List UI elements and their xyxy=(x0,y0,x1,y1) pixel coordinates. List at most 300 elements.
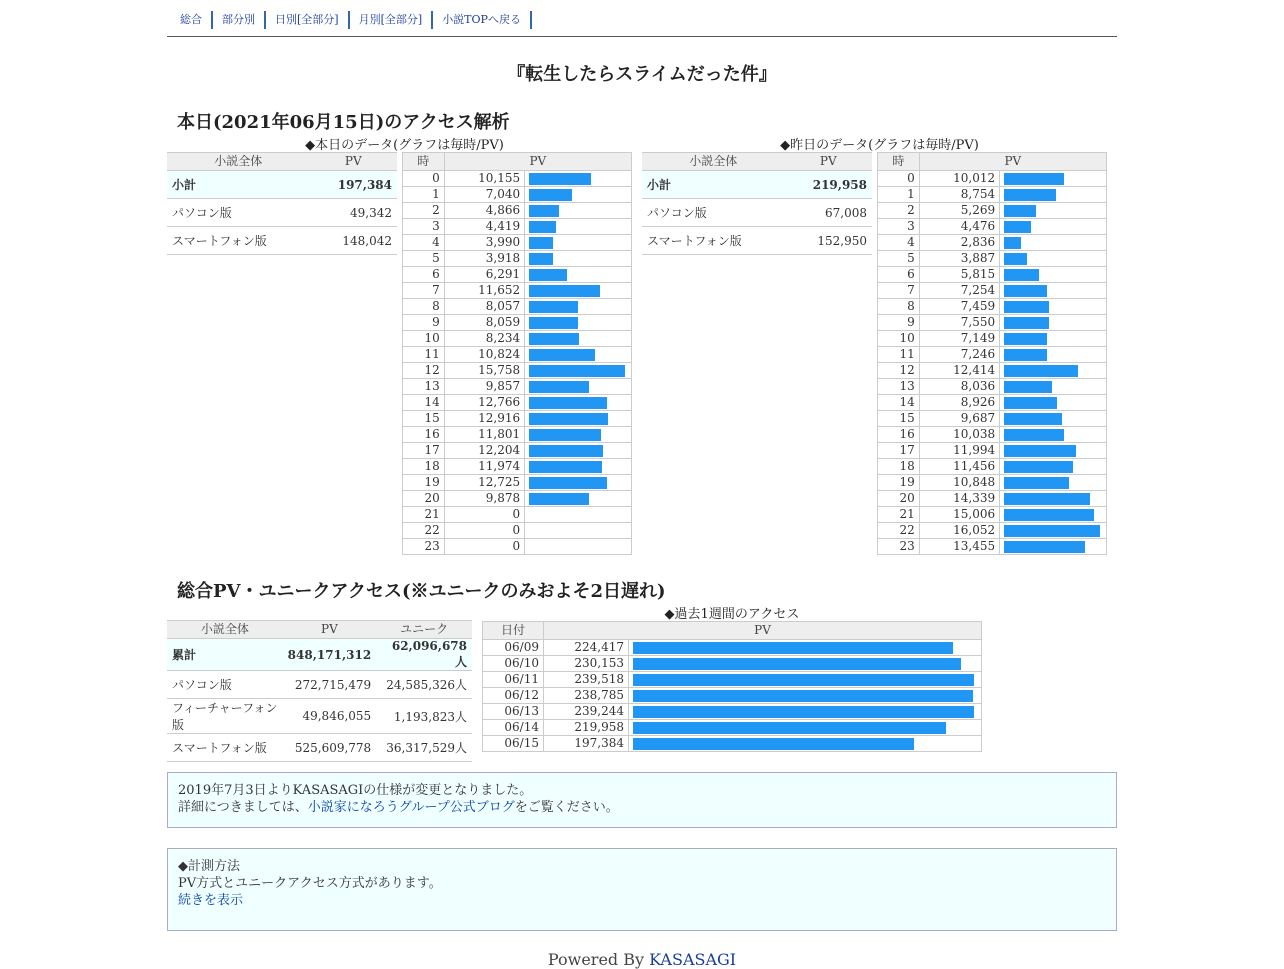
bar-cell xyxy=(1000,219,1107,235)
column-header: PV xyxy=(919,153,1106,171)
bar-cell xyxy=(1000,363,1107,379)
column-header: 小説全体 xyxy=(167,621,283,639)
bar-cell xyxy=(525,267,632,283)
pv-cell: 14,339 xyxy=(919,491,999,507)
pv-cell: 0 xyxy=(444,507,524,523)
pv-cell: 3,887 xyxy=(919,251,999,267)
pv-bar xyxy=(1004,205,1036,217)
nav-item xyxy=(171,11,213,29)
total-pv: 525,609,778 xyxy=(283,734,377,762)
hour-cell: 22 xyxy=(878,523,920,539)
hourly-row xyxy=(878,283,1107,299)
hour-cell: 2 xyxy=(403,203,445,219)
week-table xyxy=(482,621,982,752)
summary-row xyxy=(642,171,872,199)
pv-bar xyxy=(1004,381,1052,393)
bar-cell xyxy=(525,363,632,379)
official-blog-link[interactable]: 小説家になろうグループ公式ブログ xyxy=(307,800,515,815)
hour-cell: 20 xyxy=(403,491,445,507)
pv-cell: 11,994 xyxy=(919,443,999,459)
hourly-row xyxy=(878,443,1107,459)
hourly-row xyxy=(878,475,1107,491)
pv-bar xyxy=(529,381,589,393)
column-header: PV xyxy=(785,153,872,171)
total-unique: 1,193,823人 xyxy=(376,699,472,734)
hourly-row xyxy=(403,475,632,491)
nav-link-3[interactable]: 月別[全部分] xyxy=(358,13,423,26)
hour-cell: 7 xyxy=(403,283,445,299)
pv-cell: 12,204 xyxy=(444,443,524,459)
pv-cell: 7,246 xyxy=(919,347,999,363)
summary-label: 小計 xyxy=(642,171,785,199)
pv-bar xyxy=(1004,413,1062,425)
pv-cell: 8,036 xyxy=(919,379,999,395)
bar-cell xyxy=(525,379,632,395)
pv-bar xyxy=(1004,333,1047,345)
week-row xyxy=(483,720,982,736)
hourly-header-row xyxy=(403,153,632,171)
pv-bar xyxy=(1004,493,1090,505)
hourly-row xyxy=(878,331,1107,347)
hour-cell: 23 xyxy=(878,539,920,555)
hour-cell: 11 xyxy=(878,347,920,363)
bar-cell xyxy=(525,507,632,523)
yesterday-summary-table xyxy=(642,152,872,255)
pv-cell: 13,455 xyxy=(919,539,999,555)
pv-cell: 224,417 xyxy=(544,640,629,656)
pv-cell: 10,848 xyxy=(919,475,999,491)
hour-cell: 7 xyxy=(878,283,920,299)
pv-bar xyxy=(529,301,578,313)
column-header: 小説全体 xyxy=(167,153,310,171)
bar-cell xyxy=(1000,411,1107,427)
pv-cell: 7,040 xyxy=(444,187,524,203)
hourly-row xyxy=(403,219,632,235)
pv-bar xyxy=(1004,253,1027,265)
pv-cell: 11,652 xyxy=(444,283,524,299)
hourly-row xyxy=(878,427,1107,443)
notice-line2-post: をご覧ください。 xyxy=(514,800,619,815)
pv-bar xyxy=(633,706,974,718)
nav-link-2[interactable]: 日別[全部分] xyxy=(275,13,339,26)
pv-cell: 219,958 xyxy=(544,720,629,736)
pv-cell: 11,974 xyxy=(444,459,524,475)
hourly-row xyxy=(878,379,1107,395)
bar-cell xyxy=(1000,315,1107,331)
measurement-body: PV方式とユニークアクセス方式があります。 xyxy=(178,876,442,891)
measurement-notice xyxy=(167,848,1117,931)
pv-cell: 8,926 xyxy=(919,395,999,411)
hour-cell: 14 xyxy=(878,395,920,411)
pv-bar xyxy=(1004,189,1056,201)
hour-cell: 20 xyxy=(878,491,920,507)
bar-cell xyxy=(525,539,632,555)
pv-cell: 9,857 xyxy=(444,379,524,395)
pv-cell: 238,785 xyxy=(544,688,629,704)
date-cell: 06/13 xyxy=(483,704,544,720)
pv-cell: 15,758 xyxy=(444,363,524,379)
hour-cell: 2 xyxy=(878,203,920,219)
hourly-row xyxy=(403,251,632,267)
hour-cell: 9 xyxy=(403,315,445,331)
hour-cell: 0 xyxy=(878,171,920,187)
yesterday-hourly-table xyxy=(877,152,1107,555)
week-row xyxy=(483,640,982,656)
hourly-row xyxy=(403,331,632,347)
hour-cell: 15 xyxy=(878,411,920,427)
hour-cell: 23 xyxy=(403,539,445,555)
bar-cell xyxy=(1000,203,1107,219)
total-label: フィーチャーフォン版 xyxy=(167,699,283,734)
pv-cell: 4,419 xyxy=(444,219,524,235)
notice-line2 xyxy=(178,799,1106,816)
column-header: PV xyxy=(310,153,397,171)
pv-bar xyxy=(1004,221,1031,233)
hourly-row xyxy=(878,491,1107,507)
pv-bar xyxy=(529,365,625,377)
pv-cell: 197,384 xyxy=(544,736,629,752)
pv-bar xyxy=(1004,477,1069,489)
summary-value: 148,042 xyxy=(310,227,397,255)
hourly-row xyxy=(403,379,632,395)
pv-cell: 8,234 xyxy=(444,331,524,347)
bar-cell xyxy=(525,315,632,331)
week-row xyxy=(483,688,982,704)
hour-cell: 5 xyxy=(403,251,445,267)
nav-link-1[interactable]: 部分別 xyxy=(222,13,255,26)
total-pv: 272,715,479 xyxy=(283,671,377,699)
bar-cell xyxy=(1000,539,1107,555)
hourly-row xyxy=(878,459,1107,475)
footer xyxy=(167,950,1117,969)
pv-bar xyxy=(529,237,553,249)
bar-cell xyxy=(1000,171,1107,187)
hourly-row xyxy=(403,235,632,251)
pv-cell: 3,990 xyxy=(444,235,524,251)
bar-cell xyxy=(525,331,632,347)
date-cell: 06/14 xyxy=(483,720,544,736)
bar-cell xyxy=(629,672,982,688)
hourly-row xyxy=(878,171,1107,187)
pv-bar xyxy=(529,173,591,185)
hourly-row xyxy=(403,203,632,219)
hourly-row xyxy=(403,267,632,283)
pv-cell: 8,057 xyxy=(444,299,524,315)
top-nav xyxy=(167,0,1117,37)
pv-bar xyxy=(529,413,608,425)
bar-cell xyxy=(525,475,632,491)
summary-header-row xyxy=(167,153,397,171)
bar-cell xyxy=(1000,299,1107,315)
total-row xyxy=(167,639,472,671)
bar-cell xyxy=(525,427,632,443)
today-heading: 本日(2021年06月15日)のアクセス解析 xyxy=(177,112,510,133)
show-more-link[interactable]: 続きを表示 xyxy=(178,893,244,908)
pv-cell: 4,866 xyxy=(444,203,524,219)
date-cell: 06/10 xyxy=(483,656,544,672)
pv-bar xyxy=(1004,461,1073,473)
pv-cell: 0 xyxy=(444,523,524,539)
summary-value: 219,958 xyxy=(785,171,872,199)
summary-header-row xyxy=(642,153,872,171)
pv-cell: 9,878 xyxy=(444,491,524,507)
nav-item xyxy=(213,11,266,29)
hourly-row xyxy=(878,299,1107,315)
hourly-row xyxy=(403,443,632,459)
hour-cell: 8 xyxy=(878,299,920,315)
hour-cell: 21 xyxy=(878,507,920,523)
week-row xyxy=(483,656,982,672)
column-header: PV xyxy=(444,153,631,171)
summary-label: 小計 xyxy=(167,171,310,199)
pv-bar xyxy=(1004,317,1049,329)
column-header: 時 xyxy=(403,153,445,171)
hour-cell: 5 xyxy=(878,251,920,267)
summary-value: 49,342 xyxy=(310,199,397,227)
bar-cell xyxy=(525,251,632,267)
week-caption: ◆過去1週間のアクセス xyxy=(664,607,800,622)
pv-bar xyxy=(1004,365,1078,377)
column-header: 小説全体 xyxy=(642,153,785,171)
pv-bar xyxy=(529,477,607,489)
bar-cell xyxy=(1000,187,1107,203)
hour-cell: 13 xyxy=(403,379,445,395)
summary-label: パソコン版 xyxy=(167,199,310,227)
hour-cell: 1 xyxy=(878,187,920,203)
pv-bar xyxy=(1004,525,1100,537)
hour-cell: 13 xyxy=(878,379,920,395)
hourly-row xyxy=(403,539,632,555)
hourly-row xyxy=(878,347,1107,363)
hourly-row xyxy=(878,203,1107,219)
bar-cell xyxy=(629,656,982,672)
total-row xyxy=(167,699,472,734)
hourly-row xyxy=(878,411,1107,427)
hour-cell: 8 xyxy=(403,299,445,315)
hour-cell: 18 xyxy=(403,459,445,475)
pv-bar xyxy=(633,722,946,734)
hourly-row xyxy=(403,283,632,299)
pv-bar xyxy=(529,333,579,345)
pv-cell: 9,687 xyxy=(919,411,999,427)
hourly-row xyxy=(403,411,632,427)
pv-bar xyxy=(633,738,914,750)
hourly-row xyxy=(878,363,1107,379)
bar-cell xyxy=(525,347,632,363)
pv-bar xyxy=(1004,445,1076,457)
hourly-row xyxy=(403,171,632,187)
total-heading: 総合PV・ユニークアクセス(※ユニークのみおよそ2日遅れ) xyxy=(177,581,666,602)
today-caption: ◆本日のデータ(グラフは毎時/PV) xyxy=(305,138,504,153)
bar-cell xyxy=(629,688,982,704)
bar-cell xyxy=(525,443,632,459)
pv-cell: 15,006 xyxy=(919,507,999,523)
total-label: パソコン版 xyxy=(167,671,283,699)
bar-cell xyxy=(1000,331,1107,347)
hour-cell: 19 xyxy=(878,475,920,491)
pv-cell: 12,916 xyxy=(444,411,524,427)
bar-cell xyxy=(1000,475,1107,491)
spec-change-notice xyxy=(167,772,1117,828)
bar-cell xyxy=(629,704,982,720)
hour-cell: 15 xyxy=(403,411,445,427)
pv-bar xyxy=(1004,429,1064,441)
pv-bar xyxy=(1004,349,1047,361)
pv-cell: 230,153 xyxy=(544,656,629,672)
pv-cell: 5,269 xyxy=(919,203,999,219)
pv-cell: 10,155 xyxy=(444,171,524,187)
column-header: 時 xyxy=(878,153,920,171)
pv-bar xyxy=(529,349,595,361)
hourly-row xyxy=(403,187,632,203)
bar-cell xyxy=(525,187,632,203)
hourly-row xyxy=(878,219,1107,235)
today-hourly-table xyxy=(402,152,632,555)
pv-cell: 7,149 xyxy=(919,331,999,347)
week-row xyxy=(483,704,982,720)
bar-cell xyxy=(629,736,982,752)
bar-cell xyxy=(629,640,982,656)
hour-cell: 1 xyxy=(403,187,445,203)
pv-cell: 0 xyxy=(444,539,524,555)
total-label: 累計 xyxy=(167,639,283,671)
summary-row xyxy=(642,227,872,255)
pv-bar xyxy=(529,269,567,281)
hourly-row xyxy=(878,539,1107,555)
summary-label: スマートフォン版 xyxy=(167,227,310,255)
yesterday-caption: ◆昨日のデータ(グラフは毎時/PV) xyxy=(780,138,979,153)
bar-cell xyxy=(525,283,632,299)
hourly-row xyxy=(878,235,1107,251)
nav-item xyxy=(266,11,350,29)
pv-cell: 2,836 xyxy=(919,235,999,251)
total-table xyxy=(167,620,472,762)
hour-cell: 12 xyxy=(878,363,920,379)
pv-cell: 5,815 xyxy=(919,267,999,283)
pv-cell: 8,059 xyxy=(444,315,524,331)
column-header: 日付 xyxy=(483,622,544,640)
hourly-row xyxy=(403,507,632,523)
bar-cell xyxy=(525,299,632,315)
date-cell: 06/12 xyxy=(483,688,544,704)
date-cell: 06/15 xyxy=(483,736,544,752)
hour-cell: 3 xyxy=(403,219,445,235)
bar-cell xyxy=(525,395,632,411)
hourly-row xyxy=(403,315,632,331)
bar-cell xyxy=(1000,267,1107,283)
hour-cell: 19 xyxy=(403,475,445,491)
page-wrapper xyxy=(167,0,1117,969)
pv-bar xyxy=(1004,509,1094,521)
summary-row xyxy=(167,171,397,199)
hourly-row xyxy=(403,459,632,475)
pv-bar xyxy=(529,285,600,297)
hourly-row xyxy=(878,507,1107,523)
hour-cell: 9 xyxy=(878,315,920,331)
pv-bar xyxy=(633,674,974,686)
notice-line1: 2019年7月3日よりKASASAGIの仕様が変更となりました。 xyxy=(178,783,533,798)
bar-cell xyxy=(1000,491,1107,507)
hourly-row xyxy=(403,363,632,379)
hour-cell: 14 xyxy=(403,395,445,411)
pv-cell: 11,801 xyxy=(444,427,524,443)
kasasagi-link[interactable]: KASASAGI xyxy=(649,950,737,969)
pv-bar xyxy=(529,189,572,201)
pv-cell: 4,476 xyxy=(919,219,999,235)
hour-cell: 21 xyxy=(403,507,445,523)
summary-row xyxy=(167,199,397,227)
bar-cell xyxy=(1000,283,1107,299)
pv-cell: 10,012 xyxy=(919,171,999,187)
hour-cell: 16 xyxy=(403,427,445,443)
pv-bar xyxy=(529,253,553,265)
nav-link-0[interactable]: 総合 xyxy=(180,13,202,26)
pv-bar xyxy=(633,658,961,670)
hour-cell: 10 xyxy=(878,331,920,347)
summary-value: 152,950 xyxy=(785,227,872,255)
pv-cell: 3,918 xyxy=(444,251,524,267)
column-header: PV xyxy=(283,621,377,639)
pv-cell: 8,754 xyxy=(919,187,999,203)
notice-line2-pre: 詳細につきましては、 xyxy=(178,800,308,815)
footer-text: Powered By xyxy=(547,950,650,969)
hour-cell: 17 xyxy=(403,443,445,459)
hour-cell: 16 xyxy=(878,427,920,443)
hourly-row xyxy=(403,427,632,443)
pv-bar xyxy=(529,493,589,505)
summary-label: スマートフォン版 xyxy=(642,227,785,255)
bar-cell xyxy=(1000,523,1107,539)
total-label: スマートフォン版 xyxy=(167,734,283,762)
bar-cell xyxy=(525,171,632,187)
bar-cell xyxy=(525,411,632,427)
summary-label: パソコン版 xyxy=(642,199,785,227)
pv-bar xyxy=(1004,173,1064,185)
total-pv: 848,171,312 xyxy=(283,639,377,671)
week-row xyxy=(483,672,982,688)
bar-cell xyxy=(525,523,632,539)
hour-cell: 17 xyxy=(878,443,920,459)
summary-row xyxy=(642,199,872,227)
total-row xyxy=(167,734,472,762)
hour-cell: 6 xyxy=(878,267,920,283)
bar-cell xyxy=(525,203,632,219)
hourly-row xyxy=(878,251,1107,267)
total-unique: 24,585,326人 xyxy=(376,671,472,699)
hour-cell: 22 xyxy=(403,523,445,539)
hour-cell: 3 xyxy=(878,219,920,235)
pv-bar xyxy=(529,461,602,473)
bar-cell xyxy=(1000,507,1107,523)
hour-cell: 6 xyxy=(403,267,445,283)
hourly-row xyxy=(878,523,1107,539)
date-cell: 06/09 xyxy=(483,640,544,656)
pv-bar xyxy=(1004,285,1047,297)
hour-cell: 4 xyxy=(403,235,445,251)
bar-cell xyxy=(1000,251,1107,267)
pv-cell: 7,254 xyxy=(919,283,999,299)
hourly-row xyxy=(878,267,1107,283)
pv-bar xyxy=(529,397,607,409)
pv-bar xyxy=(633,690,973,702)
bar-cell xyxy=(525,459,632,475)
hourly-row xyxy=(878,395,1107,411)
pv-bar xyxy=(1004,301,1049,313)
novel-title: 『転生したらスライムだった件』 xyxy=(507,64,777,85)
hour-cell: 12 xyxy=(403,363,445,379)
nav-link-4[interactable]: 小説TOPへ戻る xyxy=(442,13,521,26)
hour-cell: 18 xyxy=(878,459,920,475)
